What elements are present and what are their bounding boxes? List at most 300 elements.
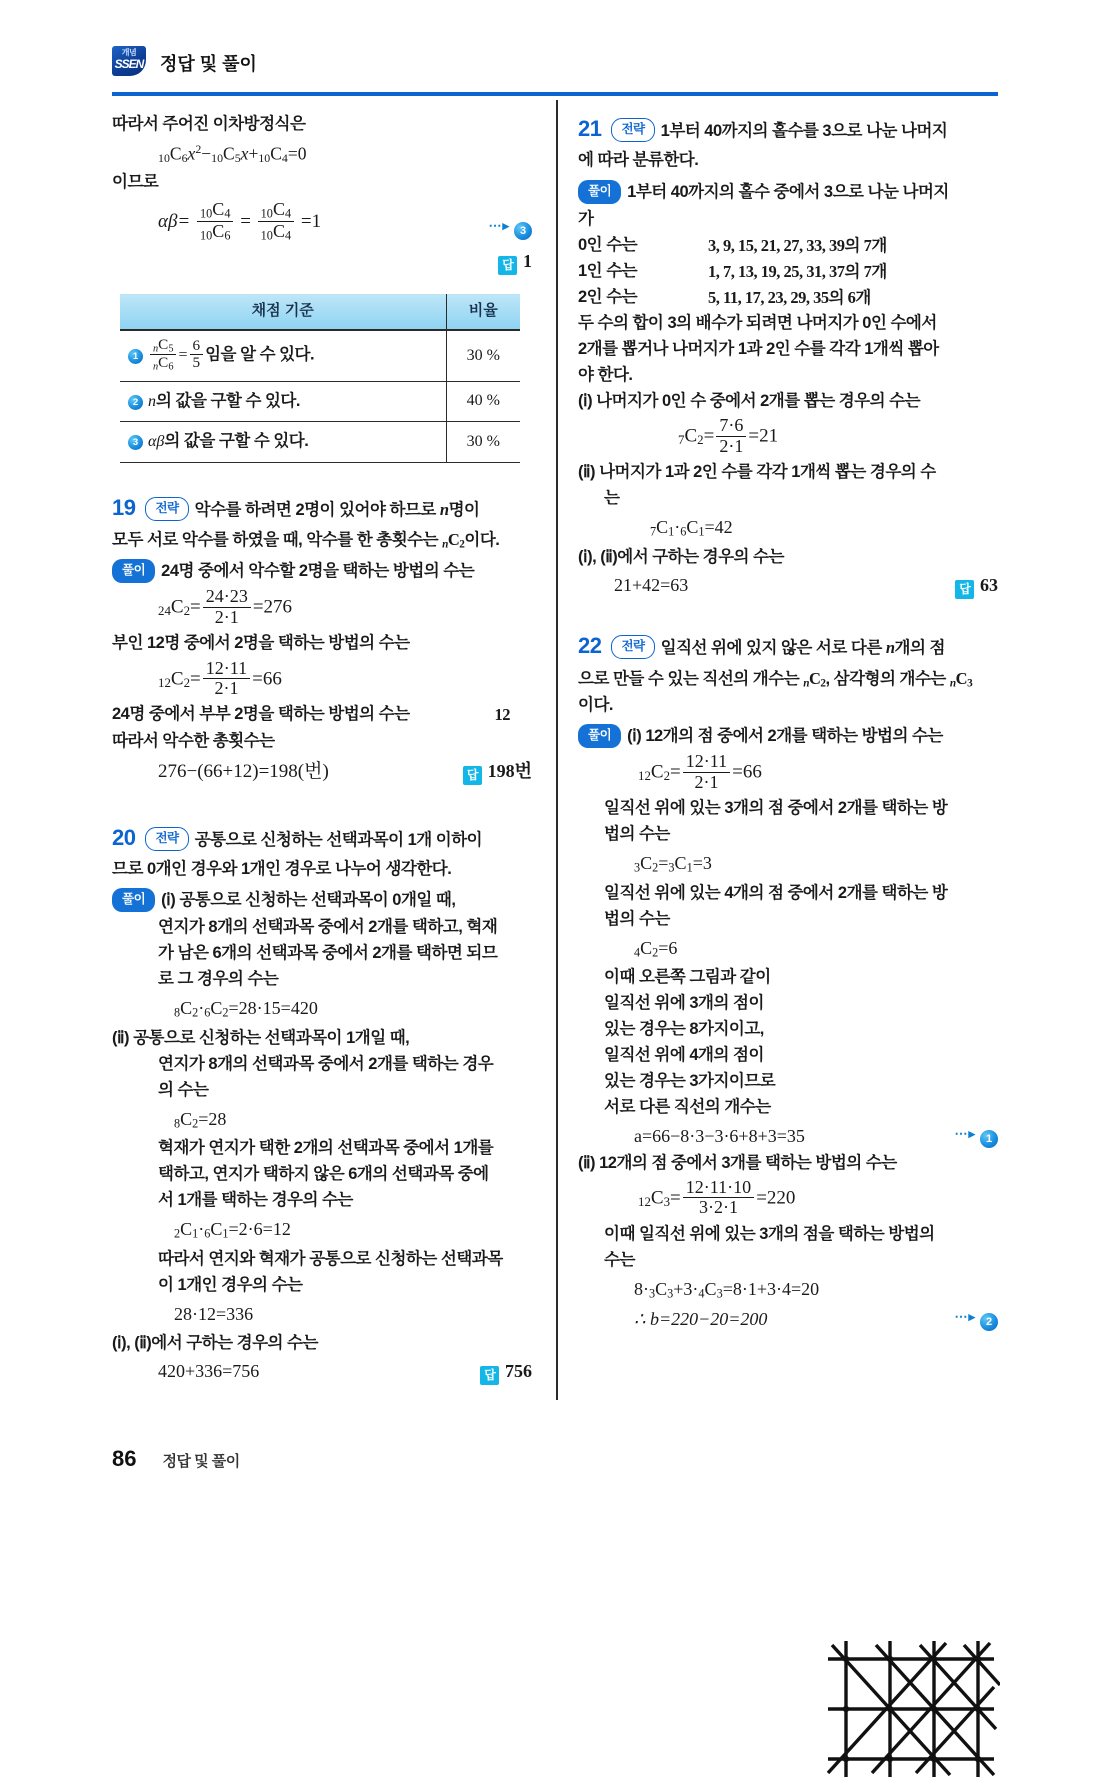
nCr-sub: 2 (663, 768, 671, 784)
p22-equation-6 (578, 1276, 998, 1303)
equals-sign: = (190, 667, 201, 689)
row-values: 5, 11, 17, 23, 29, 35의 6개 (708, 287, 871, 307)
page-header (112, 48, 998, 94)
fraction-ncr (150, 337, 176, 373)
p19-solution-line1 (112, 559, 532, 585)
nCr-pre: 10 (260, 229, 273, 244)
p21-answer-row (578, 572, 998, 599)
fraction (683, 1178, 754, 1218)
fraction (683, 752, 730, 792)
answer-chip-icon: 답 (463, 766, 482, 785)
p22-equation-7-row (578, 1306, 998, 1333)
p22-strategy-line1 (578, 629, 998, 662)
strategy-text: 명이 (448, 500, 480, 519)
nCr-sub: 6 (168, 361, 174, 373)
nCr-sub: 3 (967, 676, 973, 689)
p22-line-4: 법의 수는 (604, 909, 670, 928)
problem-number: 20 (112, 824, 136, 850)
solution-badge: 풀이 (578, 180, 621, 204)
nCr-sub: 2 (652, 945, 659, 960)
p22-equation-4-row (578, 1123, 998, 1150)
rubric-criteria-3 (120, 422, 446, 462)
problem-21 (578, 112, 998, 599)
nCr-sub: 4 (284, 207, 292, 222)
left-column (112, 112, 532, 1387)
step-number-circle: 2 (128, 395, 143, 410)
nCr-sub: 3 (663, 1194, 671, 1210)
equation-result: =8·1+3·4=20 (722, 1279, 820, 1300)
nCr-C: C (180, 1108, 193, 1129)
nCr-C: C (210, 1219, 223, 1240)
strategy-text: , 삼각형의 개수는 (825, 669, 950, 688)
fraction (203, 659, 250, 699)
fraction-numerator: 7·6 (719, 415, 744, 436)
row-values: 1, 7, 13, 19, 25, 31, 37의 7개 (708, 261, 887, 281)
equation-result: =66 (252, 667, 282, 689)
nCr-pre: 4 (698, 1286, 705, 1301)
answer-value: 756 (505, 1361, 532, 1382)
p20-final-head: (ⅰ), (ⅱ)에서 구하는 경우의 수는 (112, 1334, 318, 1353)
nCr-sub: 1 (192, 1227, 199, 1242)
row-label: 2인 수는 (578, 287, 638, 306)
op-plus-3: +3· (673, 1279, 699, 1300)
nCr-C: C (180, 1219, 193, 1240)
op-multiply: · (198, 998, 205, 1019)
fraction-denominator (150, 354, 176, 372)
rubric-header-row (120, 294, 520, 330)
nCr-pre: 8 (174, 1005, 181, 1020)
answer-label (498, 248, 532, 275)
nCr-sub: 2 (183, 674, 191, 690)
nCr-sub: 2 (459, 538, 465, 551)
p20-strategy-line2: 므로 0개인 경우와 1개인 경우로 나누어 생각한다. (112, 859, 452, 878)
answer-chip-icon: 답 (480, 1366, 499, 1385)
nCr-C: C (169, 143, 182, 164)
nCr-sub: 4 (284, 229, 292, 244)
footer-label: 정답 및 풀이 (162, 1453, 240, 1470)
p22-line-3: 일직선 위에 있는 4개의 점 중에서 2개를 택하는 방 (604, 883, 948, 902)
rubric-criteria-2 (120, 381, 446, 421)
rubric-text: 의 값을 구할 수 있다. (164, 432, 309, 451)
p19-solution-line4: 따라서 악수한 총횟수는 (112, 731, 275, 750)
p20-equation-1 (112, 995, 532, 1022)
nCr-pre: 3 (649, 1286, 656, 1301)
nCr-sub: 1 (698, 524, 705, 539)
nCr-C: C (674, 853, 687, 874)
strategy-badge: 전략 (145, 497, 188, 521)
fraction-denominator: 3·2·1 (683, 1197, 754, 1217)
strategy-badge: 전략 (145, 827, 188, 851)
p21-solution-line3: 두 수의 합이 3의 배수가 되려면 나머지가 0인 수에서 (578, 313, 937, 332)
p20-answer-row (112, 1358, 532, 1385)
equation-result: =21 (748, 425, 779, 447)
fraction-numerator: 24·23 (205, 586, 248, 607)
p20-equation-2 (112, 1106, 532, 1133)
equation-result: =6 (658, 937, 678, 958)
nCr-sub: 5 (168, 343, 174, 355)
p20-sol-i-l3: 로 그 경우의 수는 (158, 970, 279, 989)
p22-line-1: 일직선 위에 있는 3개의 점 중에서 2개를 택하는 방 (604, 799, 948, 818)
solution-badge: 풀이 (112, 559, 155, 583)
equation-result: =3 (692, 853, 712, 874)
lattice-grid-figure (822, 1631, 1000, 1783)
nCr-sub: 4 (281, 151, 288, 166)
nCr-sub: 2 (192, 1116, 199, 1131)
rubric-text: 임을 알 수 있다. (205, 345, 315, 364)
p21-equation-2 (578, 514, 998, 541)
strategy-text: 악수를 하려면 2명이 있어야 하므로 (194, 500, 440, 519)
p22-equation-7 (578, 1306, 998, 1333)
nCr-sub: 2 (820, 676, 826, 689)
equation-result: =28·15=420 (228, 998, 318, 1019)
nCr-C: C (270, 143, 282, 164)
p21-solution-line1 (578, 180, 998, 206)
p19-equation-2 (112, 657, 532, 700)
p22-figure-text-block (578, 965, 828, 1120)
row-values: 3, 9, 15, 21, 27, 33, 39의 7개 (708, 235, 887, 255)
p21-solution-line2: 가 (578, 209, 594, 228)
p20-solution-ii-head: (ⅱ) 공통으로 신청하는 선택과목이 1개일 때, (112, 1028, 410, 1047)
var-n: n (148, 392, 156, 410)
lattice-grid-svg (822, 1631, 1000, 1783)
p20-sol-ii-l7: 이 1개인 경우의 수는 (158, 1275, 303, 1294)
p22-fig-line-4: 일직선 위에 4개의 점이 (604, 1046, 764, 1065)
step-marker (954, 1125, 998, 1148)
alpha-beta-equals: αβ= (158, 211, 191, 233)
nCr-sub: 3 (667, 1286, 674, 1301)
p21-case-ii-l2: 는 (604, 489, 620, 508)
page-title: 정답 및 풀이 (160, 54, 257, 74)
equals-sign: = (178, 346, 188, 364)
p19-answer-row (112, 758, 532, 787)
p22-fig-line-5: 있는 경우는 3가지이므로 (604, 1072, 776, 1091)
strategy-text: 개의 점 (894, 639, 945, 658)
equation-result: =28 (198, 1108, 227, 1129)
fraction-denominator: 2·1 (683, 772, 730, 792)
problem-number: 19 (112, 494, 136, 520)
nCr-C: C (656, 517, 669, 538)
rubric-criteria-1 (120, 330, 446, 381)
var-n: n (439, 499, 449, 519)
nCr-pre: 10 (260, 207, 273, 222)
table-row (120, 381, 520, 421)
step-dots-icon: ⋯▸ (954, 1309, 976, 1325)
page-footer (112, 1446, 240, 1472)
p22-fig-line-2: 일직선 위에 3개의 점이 (604, 994, 764, 1013)
nCr-sub: 5 (234, 151, 241, 166)
p19-solution-line3 (112, 702, 532, 727)
fraction-denominator: 2·1 (203, 678, 250, 698)
p19-solution-line2: 부인 12명 중에서 2명을 택하는 방법의 수는 (112, 634, 410, 653)
nCr-sub: 2 (697, 432, 704, 448)
nCr-pre: 10 (200, 207, 213, 222)
strategy-text: 으로 만들 수 있는 직선의 개수는 (578, 669, 804, 688)
p22-solution-ii-head: (ⅱ) 12개의 점 중에서 3개를 택하는 방법의 수는 (578, 1153, 897, 1172)
nCr-pre: 6 (680, 524, 687, 539)
rubric-rate-2: 40 % (446, 381, 520, 421)
nCr-sub: 6 (181, 151, 188, 166)
p20-sol-ii-l4: 택하고, 연지가 택하지 않은 6개의 선택과목 중에 (158, 1165, 489, 1184)
nCr-C: C (212, 221, 225, 242)
p20-sol-i-l2: 가 남은 6개의 선택과목 중에서 2개를 택하면 되므 (158, 944, 498, 963)
answer-value: 198번 (487, 760, 532, 781)
p20-equation-5: 420+336=756 (158, 1361, 260, 1382)
rubric-text: 의 값을 구할 수 있다. (156, 391, 300, 410)
fraction-denominator: 2·1 (203, 607, 251, 627)
fraction-1 (197, 200, 233, 243)
fraction-denominator (258, 221, 294, 243)
step-marker (488, 217, 532, 240)
op-plus: + (248, 143, 259, 164)
fraction-numerator (258, 200, 294, 221)
p21-strategy-line1 (578, 112, 998, 145)
solution-text: 24명 중에서 악수할 2명을 택하는 방법의 수는 (161, 562, 475, 581)
fraction-numerator: 12·11·10 (685, 1176, 752, 1197)
nCr-C: C (170, 667, 184, 689)
scoring-rubric-table (120, 294, 520, 462)
nCr-sub: 6 (224, 229, 231, 244)
problem-number: 21 (578, 116, 602, 141)
p20-sol-i-l1: 연지가 8개의 선택과목 중에서 2개를 택하고, 혁재 (158, 918, 498, 937)
p22-strategy-line3: 이다. (578, 696, 613, 714)
p18-equation-1 (112, 140, 532, 167)
rubric-col-rate: 비율 (446, 294, 520, 330)
p19-equation-1 (112, 588, 532, 628)
answer-label (463, 758, 532, 785)
strategy-text: 1부터 40까지의 홀수를 3으로 나눈 나머지 (660, 122, 948, 140)
row-label: 1인 수는 (578, 261, 638, 280)
nCr-C: C (650, 761, 664, 783)
fraction-numerator (150, 337, 176, 354)
equation-result: =42 (704, 517, 733, 538)
strategy-text: 이다. (464, 530, 500, 549)
fraction-numerator: 12·11 (205, 657, 248, 678)
var-x: x (187, 143, 196, 164)
equation-result: =2·6=12 (228, 1219, 291, 1240)
equals-sign: = (240, 211, 251, 233)
p22-line-6: 수는 (604, 1251, 635, 1270)
table-row (120, 330, 520, 381)
equals-sign: = (703, 425, 715, 447)
nCr-C: C (170, 596, 184, 618)
p22-line-2: 법의 수는 (604, 825, 670, 844)
p21-case-i: (ⅰ) 나머지가 0인 수 중에서 2개를 뽑는 경우의 수는 (578, 392, 921, 411)
nCr-C: C (158, 354, 169, 372)
fraction-numerator: 12·11 (685, 751, 728, 772)
equation-result: =220 (756, 1187, 796, 1209)
nCr-pre: 3 (634, 860, 641, 875)
nCr-pre: 8 (174, 1116, 181, 1131)
brand-logo-line1: 개념 (121, 48, 137, 57)
nCr-pre: 3 (668, 860, 675, 875)
fraction-value (190, 338, 204, 372)
solution-text: 24명 중에서 부부 2명을 택하는 방법의 수는 (112, 705, 410, 724)
nCr-C: C (640, 853, 653, 874)
p22-strategy-line2 (578, 666, 998, 693)
step-dots-icon: ⋯▸ (488, 218, 510, 234)
nCr-sub: 2 (222, 1005, 229, 1020)
equals-sign: = (658, 853, 669, 874)
strategy-text: 일직선 위에 있지 않은 서로 다른 (660, 639, 886, 658)
nCr-C: C (210, 998, 223, 1019)
page-number: 86 (112, 1446, 137, 1471)
nCr-C: C (272, 199, 285, 220)
strategy-text: 모두 서로 악수를 하였을 때, 악수를 한 총횟수는 (112, 530, 443, 549)
nCr-sub: 1 (222, 1227, 229, 1242)
fraction-denominator: 2·1 (716, 436, 746, 456)
case-i-label: (ⅰ) 12개의 점 중에서 2개를 택하는 방법의 수는 (627, 727, 943, 746)
p20-sol-ii-l2: 의 수는 (158, 1080, 209, 1099)
p20-solution-i-head (112, 888, 532, 914)
p22-equation-5 (578, 1176, 998, 1219)
equals-one: =1 (300, 211, 322, 233)
nCr-C: C (640, 937, 653, 958)
p22-line-5: 이때 일직선 위에 있는 3개의 점을 택하는 방법의 (604, 1224, 935, 1243)
step-number-circle: 3 (514, 222, 532, 240)
nCr-C: C (686, 517, 699, 538)
problem-number: 22 (578, 633, 602, 659)
step-number-circle: 1 (128, 349, 143, 364)
answer-value: 63 (980, 574, 998, 595)
fraction (203, 587, 251, 627)
p20-strategy-line1 (112, 821, 532, 854)
rubric-col-criteria: 채점 기준 (120, 294, 446, 330)
nCr-C: C (272, 221, 285, 242)
step-number-circle: 1 (980, 1130, 998, 1148)
row-label: 0인 수는 (578, 235, 638, 254)
p21-remainder-row-1 (578, 259, 998, 284)
p18-answer-row (112, 248, 532, 278)
fraction-2 (258, 200, 294, 243)
rubric-rate-1: 30 % (446, 330, 520, 381)
solution-badge: 풀이 (578, 724, 621, 748)
nCr-sub: 1 (668, 524, 675, 539)
brand-logo-line2: SSEN (114, 57, 144, 71)
nCr-pre: 10 (211, 151, 224, 166)
fraction-denominator (197, 221, 233, 243)
equals-sign: = (670, 761, 681, 783)
nCr-pre: n (803, 676, 809, 689)
case-i-label: (ⅰ) 공통으로 신청하는 선택과목이 0개일 때, (161, 891, 456, 910)
step-dots-icon: ⋯▸ (954, 1125, 976, 1141)
fraction-numerator (197, 200, 233, 221)
problem-19 (112, 491, 532, 787)
nCr-C: C (212, 199, 225, 220)
op-multiply: · (674, 517, 681, 538)
p21-case-ii-l1: (ⅱ) 나머지가 1과 2인 수를 각각 1개씩 뽑는 경우의 수 (578, 463, 936, 482)
nCr-pre: 24 (158, 603, 171, 619)
header-divider-rule (112, 92, 998, 96)
p20-sol-ii-l6: 따라서 연지와 혁재가 공통으로 신청하는 선택과목 (158, 1249, 503, 1268)
problem18-tail (112, 112, 532, 278)
nCr-pre: 7 (678, 432, 685, 448)
nCr-pre: n (153, 343, 159, 355)
p20-sol-ii-l1: 연지가 8개의 선택과목 중에서 2개를 택하는 경우 (158, 1054, 494, 1073)
brand-logo-icon (112, 46, 146, 76)
fraction (716, 416, 746, 456)
nCr-pre: 12 (638, 1194, 651, 1210)
nCr-pre: 2 (174, 1227, 181, 1242)
p20-sol-ii-l5: 서 1개를 택하는 경우의 수는 (158, 1191, 353, 1210)
nCr-pre: 10 (158, 151, 170, 166)
nCr-C: C (704, 1279, 717, 1300)
p22-equation-2 (578, 850, 998, 877)
nCr-pre: 10 (200, 229, 213, 244)
equation-result: =66 (732, 761, 762, 783)
equation-result: =276 (252, 596, 293, 618)
var-n: n (885, 638, 895, 658)
equals-zero: =0 (287, 143, 307, 164)
p19-equation-3: 276−(66+12)=198(번) (158, 760, 329, 782)
p22-equation-3 (578, 935, 998, 962)
nCr-pre: n (949, 676, 956, 689)
solution-badge: 풀이 (112, 888, 155, 912)
p19-strategy-line1 (112, 491, 532, 524)
answer-chip-icon: 답 (955, 580, 974, 599)
solution-text: 1부터 40까지의 홀수 중에서 3으로 나눈 나머지 (627, 182, 949, 201)
nCr-pre: n (442, 538, 448, 551)
p21-solution-line5: 야 한다. (578, 365, 633, 384)
coefficient-8: 8· (634, 1279, 649, 1300)
exp-2: 2 (195, 142, 202, 157)
strategy-badge: 전략 (611, 635, 654, 659)
p19-strategy-line2 (112, 527, 532, 554)
p22-fig-line-3: 있는 경우는 8가지이고, (604, 1020, 764, 1039)
problem-22 (578, 629, 998, 1334)
nCr-C: C (955, 668, 968, 688)
nCr-sub: 2 (652, 860, 659, 875)
op-minus: − (201, 143, 212, 164)
p21-solution-line4: 2개를 뽑거나 나머지가 1과 2인 수를 각각 1개씩 뽑아 (578, 339, 939, 358)
p21-remainder-row-2 (578, 285, 998, 310)
nCr-C: C (650, 1187, 664, 1209)
p20-equation-3 (112, 1216, 532, 1243)
answer-value: 1 (523, 251, 532, 272)
step-number-circle: 2 (980, 1313, 998, 1331)
p21-remainder-row-0 (578, 233, 998, 258)
p21-equation-3: 21+42=63 (614, 574, 689, 595)
p22-equation-1 (578, 753, 998, 793)
nCr-sub: 1 (686, 860, 693, 875)
step-marker (954, 1308, 998, 1331)
p18-equation-2-row (112, 201, 532, 244)
p22-fig-line-6: 서로 다른 직선의 개수는 (604, 1098, 771, 1117)
nCr-C: C (684, 425, 698, 447)
p22-equation-4: a=66−8·3−3·6+8+3=35 (634, 1125, 805, 1146)
nCr-sub: 3 (716, 1286, 723, 1301)
strategy-text: 공통으로 신청하는 선택과목이 1개 이하이 (194, 830, 483, 849)
nCr-pre: 4 (634, 945, 641, 960)
right-column (578, 112, 998, 1334)
conclusion-b-value: ∴ b=220−20=200 (634, 1309, 768, 1330)
nCr-pre: 12 (158, 674, 171, 690)
step-number-circle: 3 (128, 435, 143, 450)
equals-sign: = (190, 596, 201, 618)
p20-equation-4: 28·12=336 (174, 1303, 254, 1324)
nCr-pre: 6 (204, 1227, 211, 1242)
p22-fig-line-1: 이때 오른쪽 그림과 같이 (604, 968, 771, 987)
nCr-C: C (158, 336, 169, 354)
p21-strategy-line2: 에 따라 분류한다. (578, 151, 699, 170)
var-alpha-beta: αβ (148, 433, 165, 451)
fraction-numerator: 6 (192, 337, 201, 355)
rubric-rate-3: 30 % (446, 422, 520, 462)
nCr-sub: 4 (224, 207, 231, 222)
nCr-C: C (447, 529, 460, 549)
problem-20 (112, 821, 532, 1386)
column-divider (556, 100, 558, 1400)
p18-line2: 이므로 (112, 173, 159, 192)
